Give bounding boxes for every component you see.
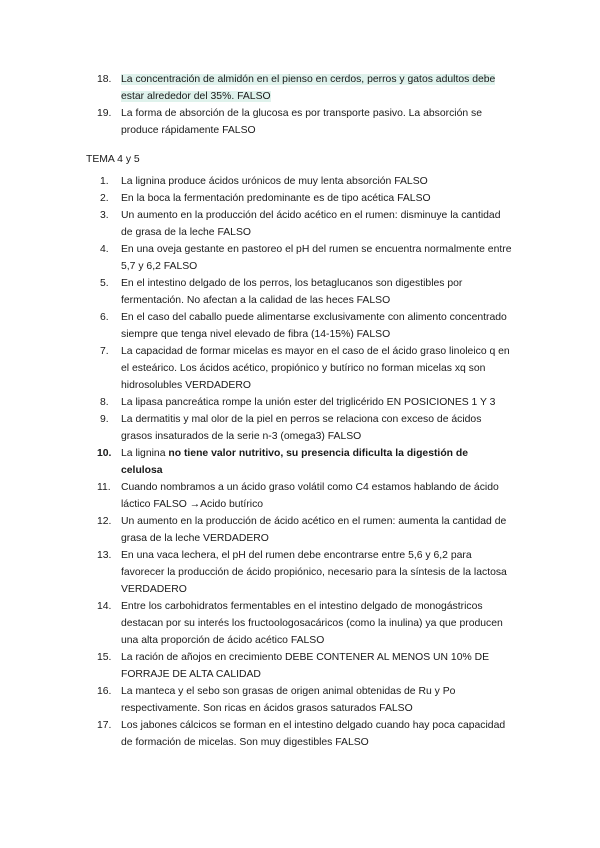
item-text: Un aumento en la producción del ácido acético en el rumen: disminuye la cantidad de grasa de la leche FALSO (121, 210, 501, 238)
item-text: La dermatitis y mal olor de la piel en perros se relaciona con exceso de ácidos grasos insaturados de la serie n-3 (omega3) FALSO (121, 414, 482, 442)
list-item (0, 275, 600, 309)
item-number: 8. (100, 397, 109, 408)
item-text: Entre los carbohidratos fermentables en el intestino delgado de monogástricos destacan por su interés los fructoologosacáricos (como la inulina) ya que producen una alta proporción de ácido acético FALSO (121, 601, 503, 646)
item-number: 7. (100, 346, 109, 357)
item-number: 11. (97, 482, 111, 493)
item-number: 14. (97, 601, 112, 612)
list-item (0, 105, 600, 139)
item-text: La lignina produce ácidos urónicos de muy lenta absorción FALSO (121, 176, 428, 187)
item-text: En el caso del caballo puede alimentarse exclusivamente con alimento concentrado siempre que tenga nivel elevado de fibra (14-15%) FALSO (121, 312, 507, 340)
item-number: 10. (97, 448, 112, 459)
item-text: En una vaca lechera, el pH del rumen debe encontrarse entre 5,6 y 6,2 para favorecer la producción de ácido propiónico, necesario para la síntesis de la lactosa VERDADERO (121, 550, 507, 595)
list-item (0, 547, 600, 598)
item-text: La ración de añojos en crecimiento DEBE CONTENER AL MENOS UN 10% DE FORRAJE DE ALTA CALIDAD (121, 652, 490, 680)
item-number: 9. (100, 414, 109, 425)
list-item (0, 649, 600, 683)
item-text: Cuando nombramos a un ácido graso volátil como C4 estamos hablando de ácido láctico FALSO →Acido butírico (121, 482, 499, 510)
item-number: 18. (97, 74, 112, 85)
list-item (0, 241, 600, 275)
list-item (0, 598, 600, 649)
list-item (0, 394, 600, 411)
top-question-list (0, 71, 600, 139)
list-item (0, 513, 600, 547)
list-item (0, 309, 600, 343)
list-item (0, 190, 600, 207)
item-text: La manteca y el sebo son grasas de origen animal obtenidas de Ru y Po respectivamente. Son ricas en ácidos grasos saturados FALSO (121, 686, 456, 714)
item-number: 6. (100, 312, 109, 323)
list-item (0, 343, 600, 394)
item-text-bold: no tiene valor nutritivo, su presencia dificulta la digestión de celulosa (121, 448, 469, 476)
list-item (0, 479, 600, 513)
item-number: 16. (97, 686, 112, 697)
item-number: 1. (100, 176, 109, 187)
list-item (0, 411, 600, 445)
item-text: En una oveja gestante en pastoreo el pH del rumen se encuentra normalmente entre 5,7 y 6,2 FALSO (121, 244, 512, 272)
item-number: 19. (97, 108, 112, 119)
item-text: La forma de absorción de la glucosa es por transporte pasivo. La absorción se produce rápidamente FALSO (121, 108, 482, 136)
item-text-highlighted: La concentración de almidón en el pienso en cerdos, perros y gatos adultos debe estar alrededor del 35%. FALSO (121, 74, 496, 102)
list-item (0, 173, 600, 190)
item-text: Los jabones cálcicos se forman en el intestino delgado cuando hay poca capacidad de formación de micelas. Son muy digestibles FALSO (121, 720, 506, 748)
list-item (0, 683, 600, 717)
item-text: La capacidad de formar micelas es mayor en el caso de el ácido graso linoleico q en el esteárico. Los ácidos acético, propiónico y butírico no forman micelas xq son hidrosolubles VERDADERO (121, 346, 510, 391)
question-list (0, 173, 600, 751)
item-number: 15. (97, 652, 112, 663)
item-number: 2. (100, 193, 109, 204)
item-text: La lipasa pancreática rompe la unión ester del triglicérido EN POSICIONES 1 Y 3 (121, 397, 496, 408)
item-text: En la boca la fermentación predominante es de tipo acética FALSO (121, 193, 431, 204)
item-number: 17. (97, 720, 112, 731)
list-item (0, 717, 600, 751)
item-number: 12. (97, 516, 112, 527)
item-text: Un aumento en la producción de ácido acético en el rumen: aumenta la cantidad de grasa de la leche VERDADERO (121, 516, 507, 544)
section-heading: TEMA 4 y 5 (86, 154, 140, 165)
list-item (0, 207, 600, 241)
list-item (0, 71, 600, 105)
item-number: 13. (97, 550, 112, 561)
item-number: 3. (100, 210, 109, 221)
item-text: En el intestino delgado de los perros, los betaglucanos son digestibles por fermentación. No afectan a la calidad de las heces FALSO (121, 278, 463, 306)
item-number: 4. (100, 244, 109, 255)
item-number: 5. (100, 278, 109, 289)
list-item (0, 445, 600, 479)
item-text-plain: La lignina (121, 448, 169, 459)
